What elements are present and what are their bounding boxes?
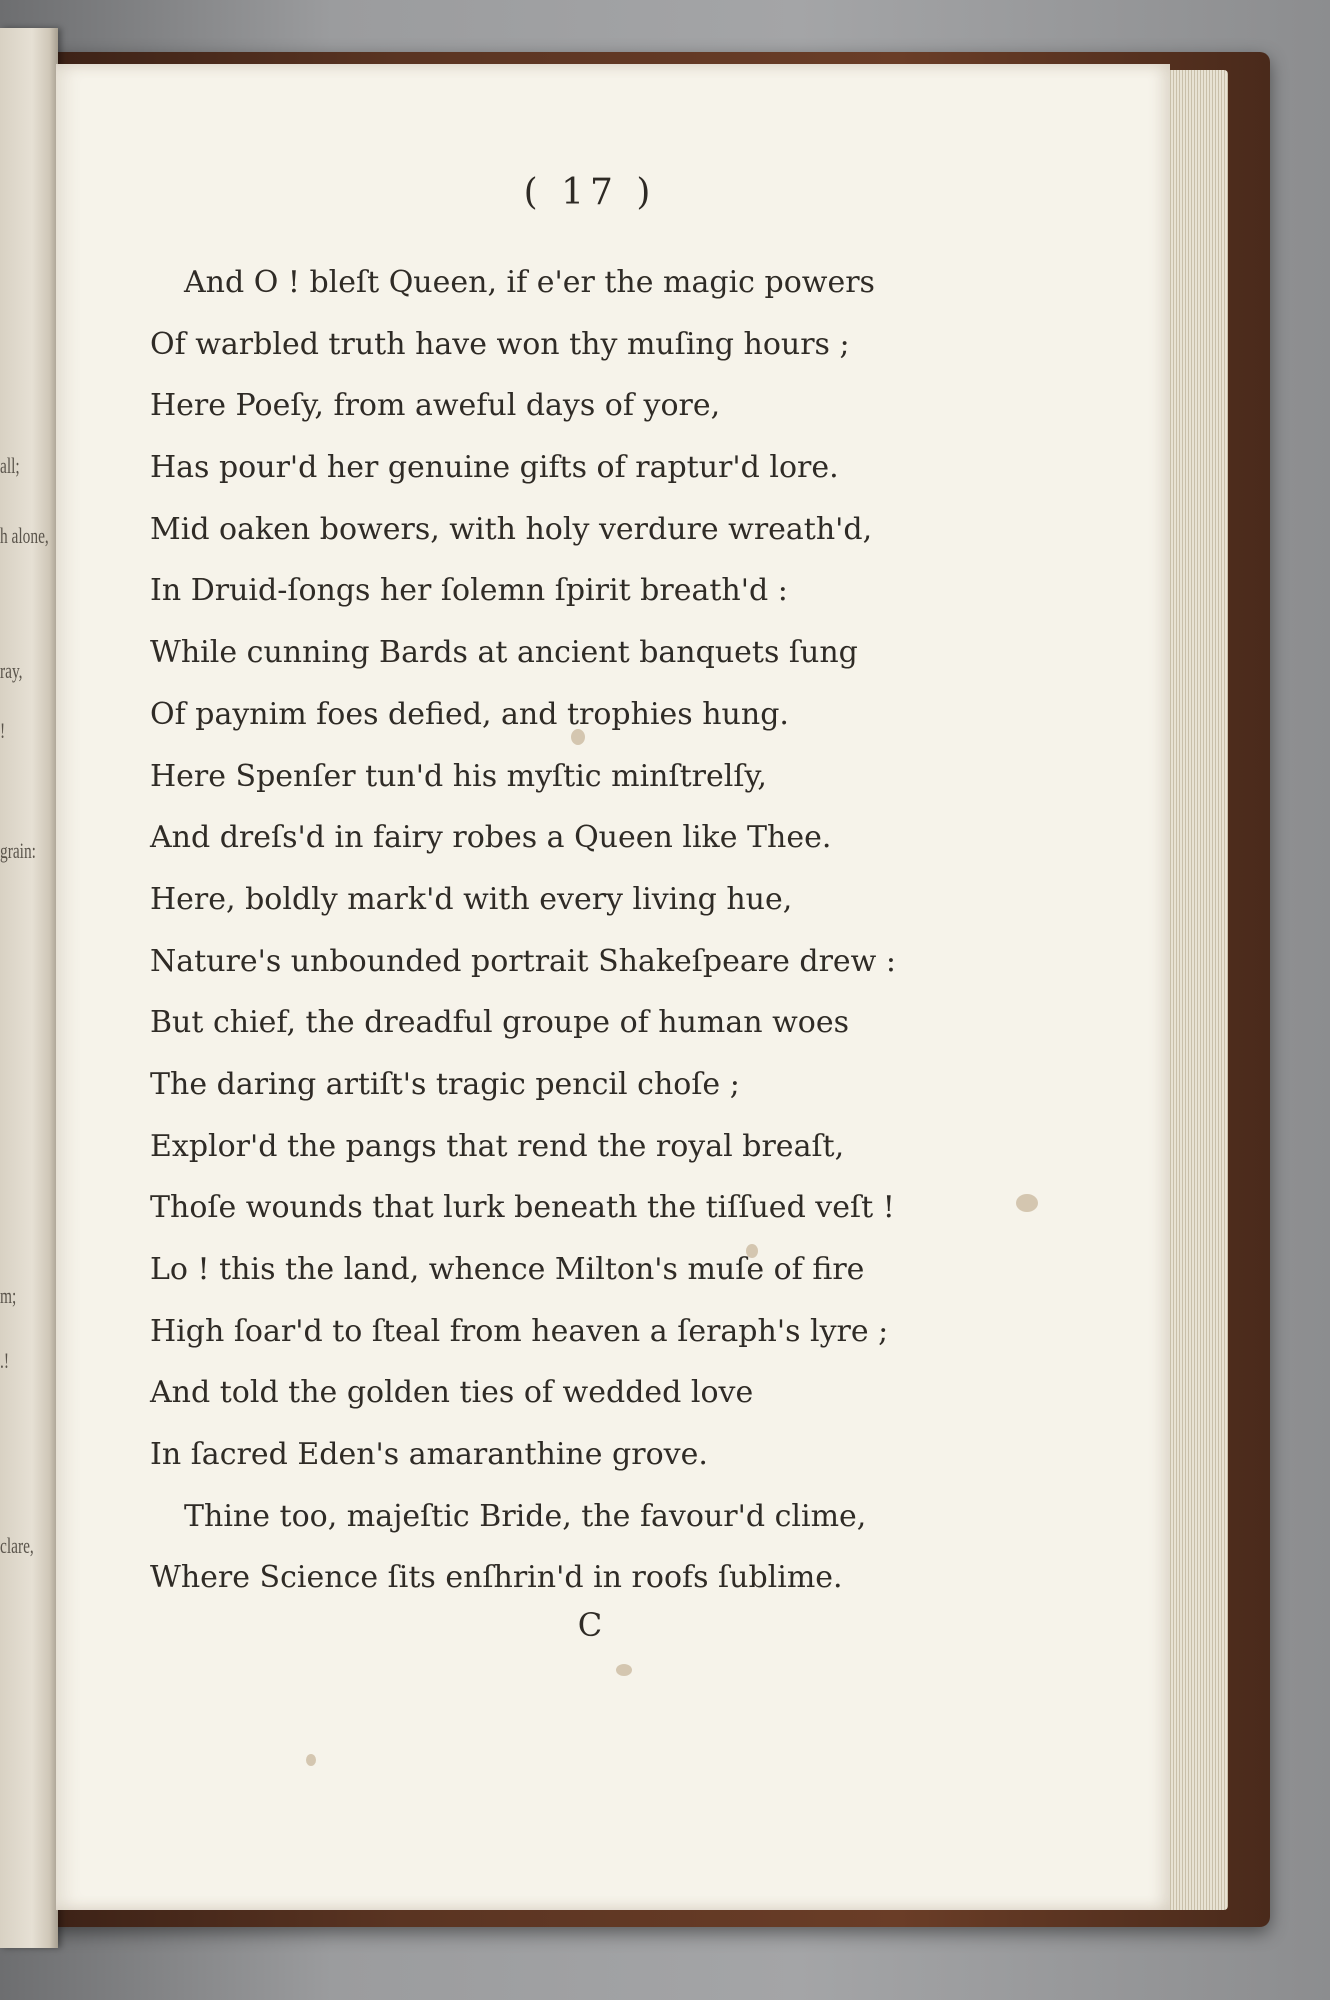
poem-line: And dreſs'd in fairy robes a Queen like Thee.	[150, 820, 832, 856]
poem-line: Thine too, majeſtic Bride, the favour'd clime,	[184, 1498, 867, 1534]
foxing-spot	[306, 1754, 316, 1766]
poem-line: While cunning Bards at ancient banquets ſung	[150, 635, 858, 671]
poem-line: Thoſe wounds that lurk beneath the tiſſued veſt !	[150, 1190, 895, 1226]
poem-line: And told the golden ties of wedded love	[150, 1375, 754, 1411]
poem-line: Of paynim foes defied, and trophies hung.	[150, 696, 789, 732]
signature-mark: C	[577, 1606, 603, 1644]
poem-line: In Druid-ſongs her ſolemn ſpirit breath'd :	[150, 573, 788, 609]
facing-page-fragment: all;	[0, 453, 20, 478]
facing-page-fragment: !	[0, 718, 6, 743]
poem-line: Lo ! this the land, whence Milton's muſe of fire	[150, 1252, 865, 1287]
poem-line: Here, boldly mark'd with every living hue,	[150, 881, 793, 917]
facing-page-fragment: clare,	[0, 1533, 34, 1558]
poem-line: In ſacred Eden's amaranthine grove.	[150, 1437, 708, 1473]
foxing-spot	[1016, 1194, 1038, 1212]
page-number: ( 17 )	[523, 172, 657, 213]
facing-page-fragment: .!	[0, 1348, 9, 1373]
foxing-spot	[616, 1664, 632, 1676]
poem-text	[150, 252, 980, 1609]
poem-line: Nature's unbounded portrait Shakeſpeare drew :	[150, 943, 897, 979]
poem-line: Where Science ſits enſhrin'd in roofs ſublime.	[150, 1560, 843, 1596]
poem-line: But chief, the dreadful groupe of human woes	[150, 1005, 849, 1041]
poem-line: Here Poeſy, from aweful days of yore,	[150, 388, 721, 424]
poem-line: Here Spenſer tun'd his myſtic minſtrelſy,	[150, 758, 767, 794]
facing-page-fragment: m;	[0, 1283, 17, 1308]
poem-line: And O ! bleſt Queen, if e'er the magic powers	[184, 265, 875, 300]
poem-line: Of warbled truth have won thy muſing hours ;	[150, 326, 850, 362]
poem-line: High ſoar'd to ſteal from heaven a ſeraph's lyre ;	[150, 1313, 889, 1349]
poem-line: Explor'd the pangs that rend the royal breaſt,	[150, 1128, 845, 1164]
facing-page-fragment: ray,	[0, 658, 23, 683]
facing-page-fragment: h alone,	[0, 523, 49, 548]
poem-line: Mid oaken bowers, with holy verdure wreath'd,	[150, 511, 873, 547]
poem-line: Has pour'd her genuine gifts of raptur'd lore.	[150, 450, 839, 486]
facing-page-fragment: grain:	[0, 838, 36, 863]
facing-page	[0, 28, 58, 1948]
poem-line: The daring artiſt's tragic pencil choſe ;	[150, 1066, 740, 1102]
